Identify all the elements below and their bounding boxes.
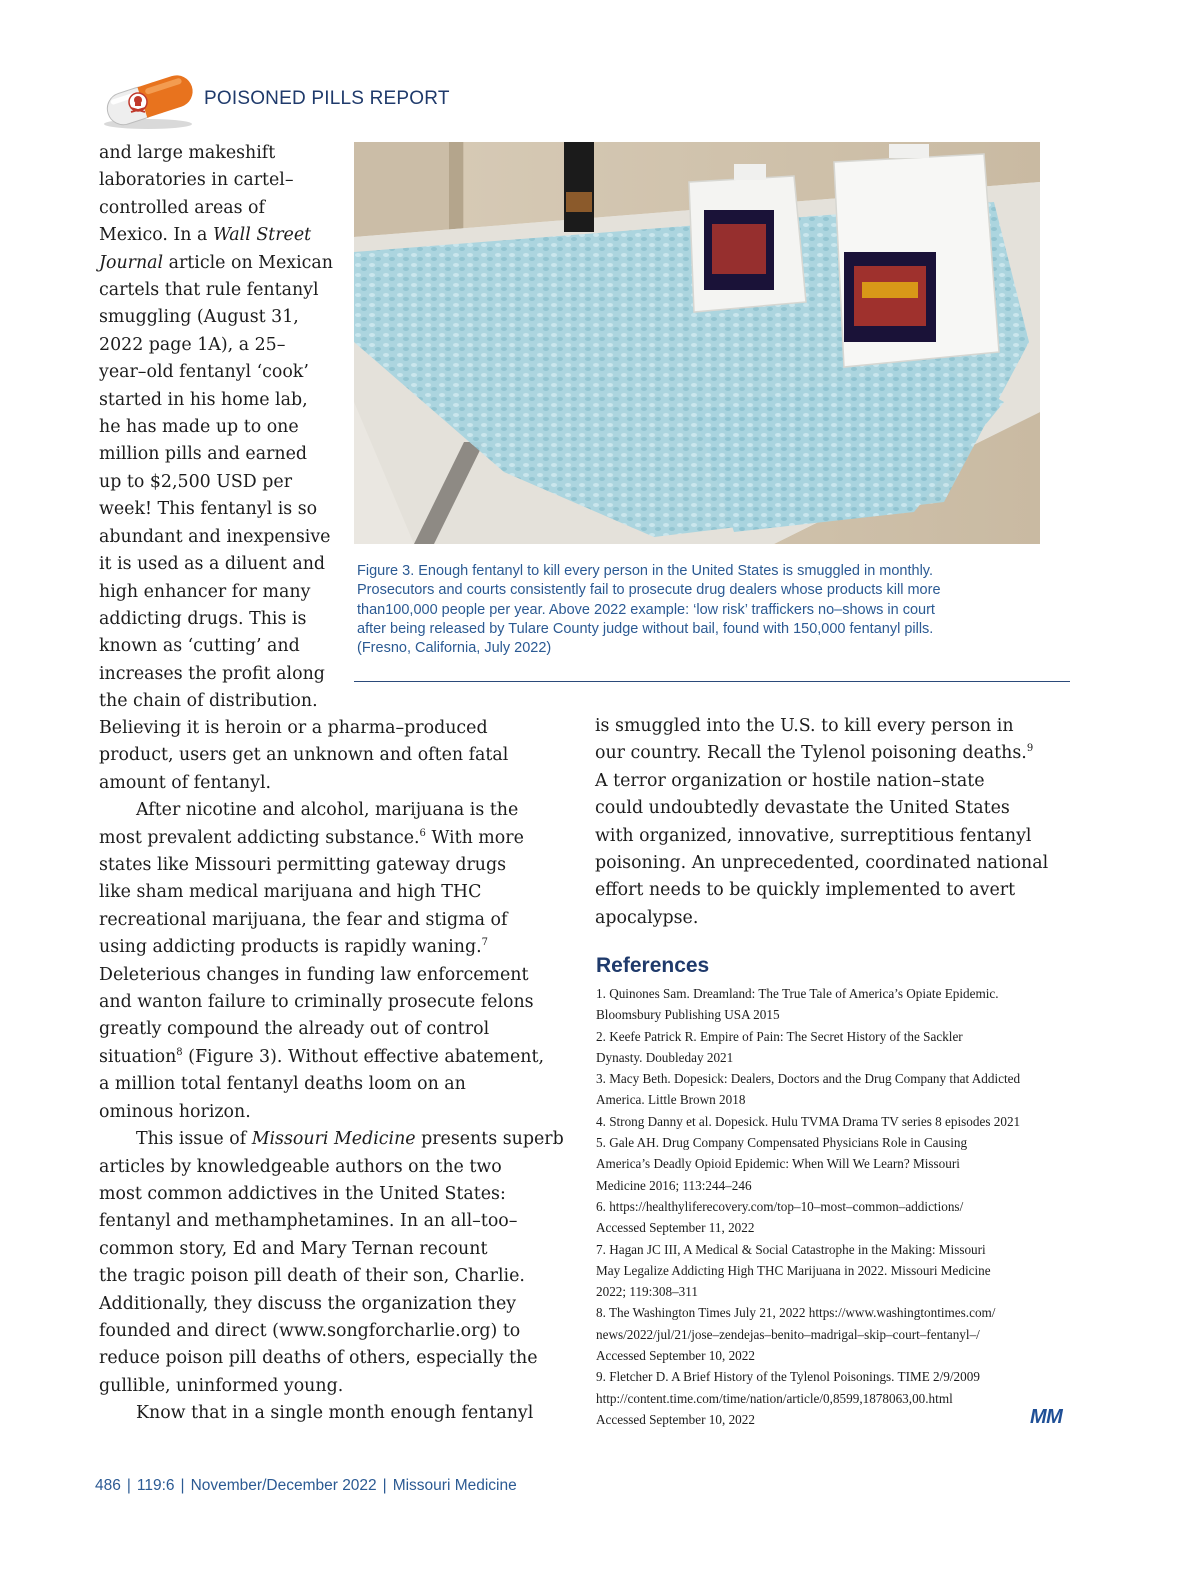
- text-line: year–old fentanyl ‘cook’: [99, 362, 309, 383]
- text-line: up to $2,500 USD per: [99, 471, 293, 492]
- journal-title: Missouri Medicine: [251, 1129, 416, 1150]
- text-line: apocalypse.: [595, 907, 699, 928]
- text-line: with organized, innovative, surreptitious fentanyl: [595, 825, 1032, 846]
- issue-number: 119:6: [136, 1477, 175, 1494]
- text-line: amount of fentanyl.: [99, 772, 272, 793]
- text-line: [99, 825, 554, 852]
- references-heading: References: [596, 954, 710, 977]
- figure-caption: [357, 562, 1069, 658]
- reference-line: 5. Gale AH. Drug Company Compensated Physicians Role in Causing: [596, 1135, 968, 1151]
- text-line: [99, 1044, 554, 1071]
- text-line: the chain of distribution.: [99, 691, 318, 712]
- reference-link[interactable]: http://content.time.com/time/nation/article/0,8599,1878063,00.html: [596, 1390, 953, 1406]
- poison-pill-icon: [98, 70, 202, 130]
- citation-8: 8: [176, 1047, 183, 1059]
- text-line: fentanyl and methamphetamines. In an all–too–: [99, 1211, 518, 1232]
- text-line: high enhancer for many: [99, 581, 311, 602]
- text-run: using addicting products is rapidly waning.: [99, 937, 482, 958]
- text-line: is smuggled into the U.S. to kill every person in: [595, 716, 1014, 736]
- reference-line: Accessed September 10, 2022: [596, 1348, 755, 1364]
- page-number: 486: [95, 1477, 121, 1494]
- text-line: could undoubtedly devastate the United States: [595, 798, 1010, 819]
- text-line: laboratories in cartel–: [99, 170, 294, 191]
- reference-line: 1. Quinones Sam. Dreamland: The True Tale of America’s Opiate Epidemic.: [596, 986, 999, 1001]
- footer-separator: |: [180, 1477, 185, 1494]
- text-line: a million total fentanyl deaths loom on an: [99, 1074, 466, 1095]
- text-line: controlled areas of: [99, 197, 265, 218]
- text-line: and wanton failure to criminally prosecute felons: [99, 992, 534, 1013]
- text-run: situation: [99, 1046, 177, 1067]
- text-line: [99, 934, 554, 961]
- text-line: articles by knowledgeable authors on the two: [99, 1156, 502, 1177]
- text-line: gullible, uninformed young.: [99, 1375, 344, 1396]
- text-line: he has made up to one: [99, 417, 299, 438]
- body-column-narrow: [99, 140, 344, 716]
- text-line: ominous horizon.: [99, 1101, 251, 1122]
- reference-line: 2022; 119:308–311: [596, 1284, 698, 1300]
- reference-line: Medicine 2016; 113:244–246: [596, 1177, 752, 1193]
- issue-date: November/December 2022: [190, 1477, 377, 1494]
- section-title: POISONED PILLS REPORT: [204, 88, 450, 109]
- text-line: states like Missouri permitting gateway drugs: [99, 855, 507, 876]
- text-line: known as ‘cutting’ and: [99, 636, 300, 657]
- reference-link[interactable]: 8. The Washington Times July 21, 2022 https://www.washingtontimes.com/: [596, 1305, 996, 1321]
- text-run: This issue of: [136, 1129, 252, 1150]
- body-column-right: [595, 713, 1065, 932]
- text-line: After nicotine and alcohol, marijuana is the: [136, 800, 519, 821]
- citation-9: 9: [1026, 743, 1034, 755]
- text-line: [99, 222, 344, 249]
- reference-line: Dynasty. Doubleday 2021: [596, 1049, 734, 1065]
- wsj-title: Wall Street: [212, 225, 312, 246]
- text-line: Believing it is heroin or a pharma–produced: [99, 718, 488, 738]
- text-run: With more: [425, 827, 524, 848]
- caption-divider: [354, 681, 1070, 682]
- text-line: common story, Ed and Mary Ternan recount: [99, 1238, 488, 1259]
- text-line: A terror organization or hostile nation–state: [595, 770, 985, 791]
- page-footer: [95, 1477, 517, 1495]
- text-line: [595, 740, 1065, 767]
- text-line: addicting drugs. This is: [99, 608, 307, 629]
- text-run: (Figure 3). Without effective abatement,: [182, 1046, 544, 1067]
- reference-line: 4. Strong Danny et al. Dopesick. Hulu TVMA Drama TV series 8 episodes 2021: [596, 1113, 1021, 1129]
- text-line: recreational marijuana, the fear and stigma of: [99, 909, 508, 930]
- footer-separator: |: [382, 1477, 387, 1494]
- text-line: and large makeshift: [99, 143, 276, 163]
- reference-line: Accessed September 11, 2022: [596, 1220, 755, 1236]
- text-line: 2022 page 1A), a 25–: [99, 334, 286, 355]
- references-list: [596, 983, 1076, 1430]
- text-line: cartels that rule fentanyl: [99, 280, 319, 301]
- text-line: Additionally, they discuss the organization they: [99, 1293, 517, 1314]
- text-line: effort needs to be quickly implemented to avert: [595, 880, 1016, 901]
- reference-line: America’s Deadly Opioid Epidemic: When Will We Learn? Missouri: [596, 1156, 960, 1172]
- text-run: article on Mexican: [163, 252, 333, 273]
- text-line: poisoning. An unprecedented, coordinated national: [595, 853, 1049, 874]
- caption-line: Prosecutors and courts consistently fail to prosecute drug dealers whose products kill more: [357, 582, 941, 599]
- text-line: week! This fentanyl is so: [99, 499, 318, 520]
- text-line: like sham medical marijuana and high THC: [99, 882, 482, 903]
- text-run: Mexico. In a: [99, 225, 213, 246]
- page-header: [98, 70, 598, 130]
- text-line: reduce poison pill deaths of others, especially the: [99, 1348, 538, 1369]
- mm-end-mark: MM: [1030, 1406, 1063, 1428]
- text-run: most prevalent addicting substance.: [99, 827, 420, 848]
- text-line: abundant and inexpensive: [99, 526, 331, 547]
- reference-line: 9. Fletcher D. A Brief History of the Tylenol Poisonings. TIME 2/9/2009: [596, 1369, 980, 1385]
- reference-line: America. Little Brown 2018: [596, 1092, 746, 1108]
- reference-line: Bloomsbury Publishing USA 2015: [596, 1007, 780, 1023]
- text-line: million pills and earned: [99, 444, 308, 465]
- citation-6: 6: [419, 827, 426, 839]
- caption-line: after being released by Tulare County judge without bail, found with 150,000 fentanyl pills.: [357, 620, 934, 637]
- caption-line: (Fresno, California, July 2022): [357, 640, 552, 657]
- reference-line: May Legalize Addicting High THC Marijuana in 2022. Missouri Medicine: [596, 1262, 991, 1278]
- text-line: most common addictives in the United States:: [99, 1183, 506, 1204]
- text-line: founded and direct (www.songforcharlie.org) to: [99, 1320, 521, 1341]
- reference-line: 2. Keefe Patrick R. Empire of Pain: The Secret History of the Sackler: [596, 1028, 963, 1044]
- caption-line: Figure 3. Enough fentanyl to kill every person in the United States is smuggled in monthly.: [357, 563, 934, 579]
- reference-link[interactable]: 6. https://healthyliferecovery.com/top–10–most–common–addictions/: [596, 1198, 964, 1214]
- text-line: [99, 250, 344, 277]
- text-line: Know that in a single month enough fentanyl: [136, 1403, 534, 1424]
- reference-line: Accessed September 10, 2022: [596, 1411, 755, 1427]
- footer-separator: |: [126, 1477, 131, 1494]
- reference-link[interactable]: news/2022/jul/21/jose–zendejas–benito–madrigal–skip–court–fentanyl–/: [596, 1326, 980, 1342]
- figure-3-photo: [354, 142, 1040, 544]
- citation-7: 7: [481, 937, 489, 949]
- text-line: [99, 1126, 564, 1153]
- text-line: the tragic poison pill death of their son, Charlie.: [99, 1266, 525, 1287]
- caption-line: than100,000 people per year. Above 2022 example: ‘low risk’ traffickers no–shows in court: [357, 601, 935, 618]
- reference-line: 7. Hagan JC III, A Medical & Social Catastrophe in the Making: Missouri: [596, 1241, 986, 1257]
- text-line: greatly compound the already out of control: [99, 1019, 490, 1040]
- text-run: our country. Recall the Tylenol poisoning deaths.: [595, 743, 1027, 764]
- text-line: product, users get an unknown and often fatal: [99, 745, 509, 766]
- text-line: smuggling (August 31,: [99, 307, 299, 328]
- journal-name: Missouri Medicine: [392, 1477, 517, 1494]
- wsj-title: Journal: [99, 252, 164, 273]
- text-line: Deleterious changes in funding law enforcement: [99, 964, 529, 985]
- reference-line: 3. Macy Beth. Dopesick: Dealers, Doctors and the Drug Company that Addicted: [596, 1071, 1021, 1087]
- text-line: started in his home lab,: [99, 389, 308, 410]
- text-line: it is used as a diluent and: [99, 554, 326, 575]
- text-run: presents superb: [415, 1129, 564, 1150]
- body-column-left: [99, 715, 564, 1428]
- text-line: increases the profit along: [99, 663, 325, 684]
